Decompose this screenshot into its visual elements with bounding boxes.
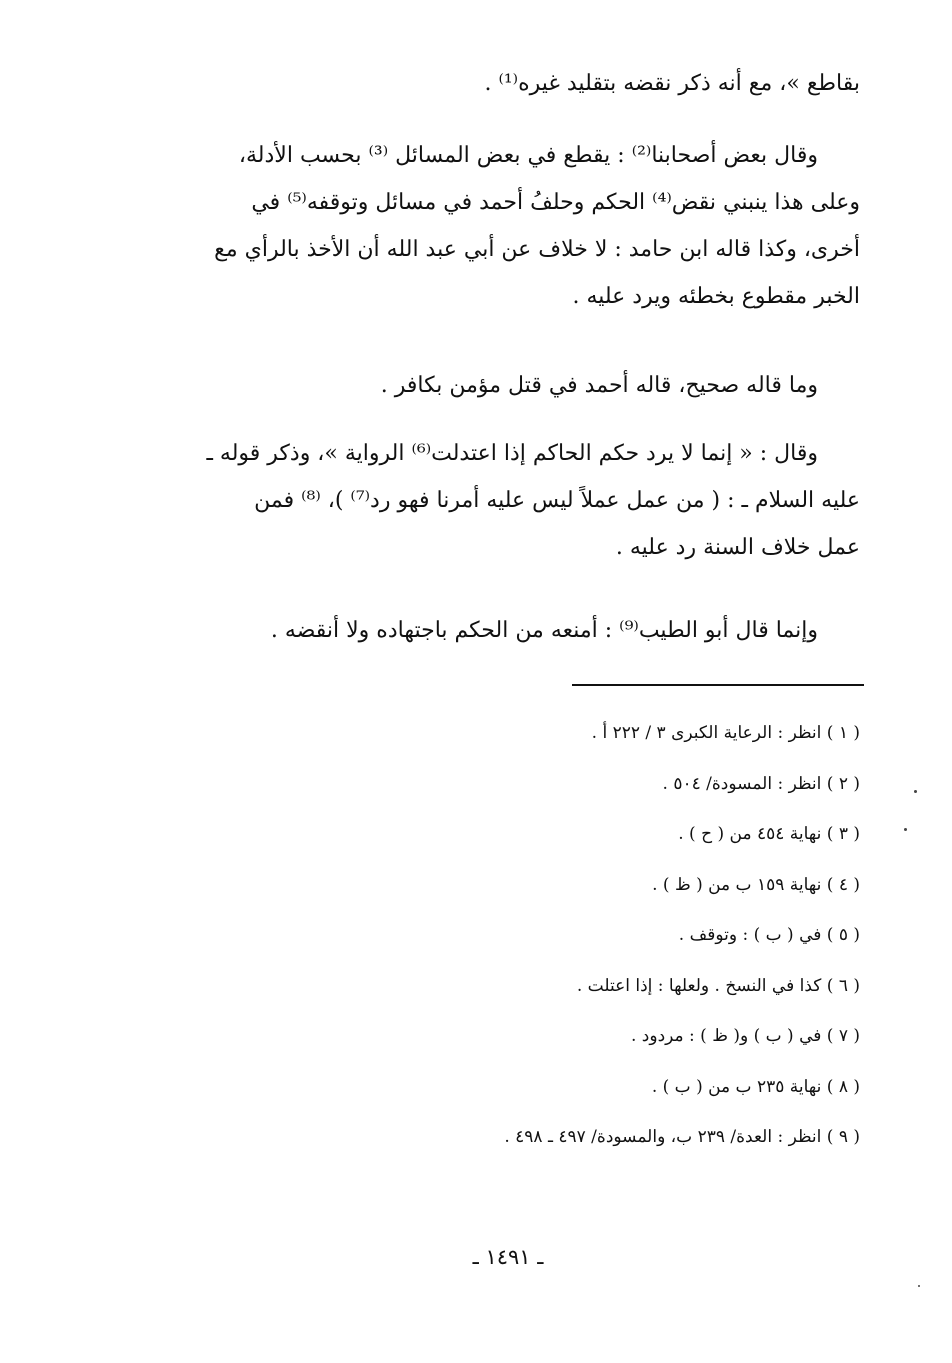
footnote-7: ( ٧ ) في ( ب ) و( ظ ) : مردود . bbox=[631, 1026, 860, 1046]
page-number: ـ ١٤٩١ ـ bbox=[472, 1245, 544, 1269]
scan-speck bbox=[904, 828, 907, 831]
paragraph-line: وعلى هذا ينبني نقض⁽⁴⁾ الحكم وحلفُ أحمد في مسائل وتوقفه⁽⁵⁾ في bbox=[251, 190, 860, 215]
paragraph-3 bbox=[138, 362, 860, 409]
paragraph-line: وما قاله صحيح، قاله أحمد في قتل مؤمن بكافر . bbox=[380, 373, 818, 398]
footnote-3: ( ٣ ) نهاية ٤٥٤ من ( ح ) . bbox=[678, 824, 860, 844]
paragraph-2 bbox=[138, 132, 860, 320]
paragraph-5 bbox=[138, 607, 860, 654]
footnote-6: ( ٦ ) كذا في النسخ . ولعلها : إذا اعتلت . bbox=[576, 975, 860, 996]
paragraph-line: وإنما قال أبو الطيب⁽⁹⁾ : أمنعه من الحكم باجتهاده ولا أنقضه . bbox=[270, 618, 818, 643]
footnote-separator bbox=[572, 684, 864, 686]
footnotes-list bbox=[138, 708, 860, 1163]
paragraph-line: وقال : « إنما لا يرد حكم الحاكم إذا اعتدلت⁽⁶⁾ الرواية »، وذكر قوله ـ bbox=[206, 441, 818, 466]
scan-speck bbox=[918, 1285, 920, 1287]
footnote-8: ( ٨ ) نهاية ٢٣٥ ب من ( ب ) . bbox=[651, 1076, 860, 1097]
paragraph-4 bbox=[138, 430, 860, 571]
footnote-1: ( ١ ) انظر : الرعاية الكبرى ٣ / ٢٢٢ أ . bbox=[591, 723, 860, 743]
paragraph-line: عليه السلام ـ : ( من عمل عملاً ليس عليه أمرنا فهو رد⁽⁷⁾ )، ⁽⁸⁾ فمن bbox=[254, 488, 860, 513]
footnote-2: ( ٢ ) انظر : المسودة/ ٥٠٤ . bbox=[662, 773, 860, 794]
paragraph-1 bbox=[138, 60, 860, 107]
footnote-4: ( ٤ ) نهاية ١٥٩ ب من ( ظ ) . bbox=[652, 874, 860, 895]
paragraph-line: بقاطع »، مع أنه ذكر نقضه بتقليد غيره⁽¹⁾ . bbox=[484, 71, 860, 96]
footnote-5: ( ٥ ) في ( ب ) : وتوقف . bbox=[678, 925, 860, 945]
paragraph-line: وقال بعض أصحابنا⁽²⁾ : يقطع في بعض المسائل ⁽³⁾ بحسب الأدلة، bbox=[238, 143, 818, 168]
paragraph-line: أخرى، وكذا قاله ابن حامد : لا خلاف عن أبي عبد الله أن الأخذ بالرأي مع bbox=[214, 237, 860, 262]
scan-speck bbox=[914, 790, 917, 793]
paragraph-line: عمل خلاف السنة رد عليه . bbox=[615, 535, 860, 560]
footnote-9: ( ٩ ) انظر : العدة/ ٢٣٩ ب، والمسودة/ ٤٩٧ ـ ٤٩٨ . bbox=[504, 1127, 860, 1147]
paragraph-line: الخبر مقطوع بخطئه ويرد عليه . bbox=[572, 284, 860, 309]
